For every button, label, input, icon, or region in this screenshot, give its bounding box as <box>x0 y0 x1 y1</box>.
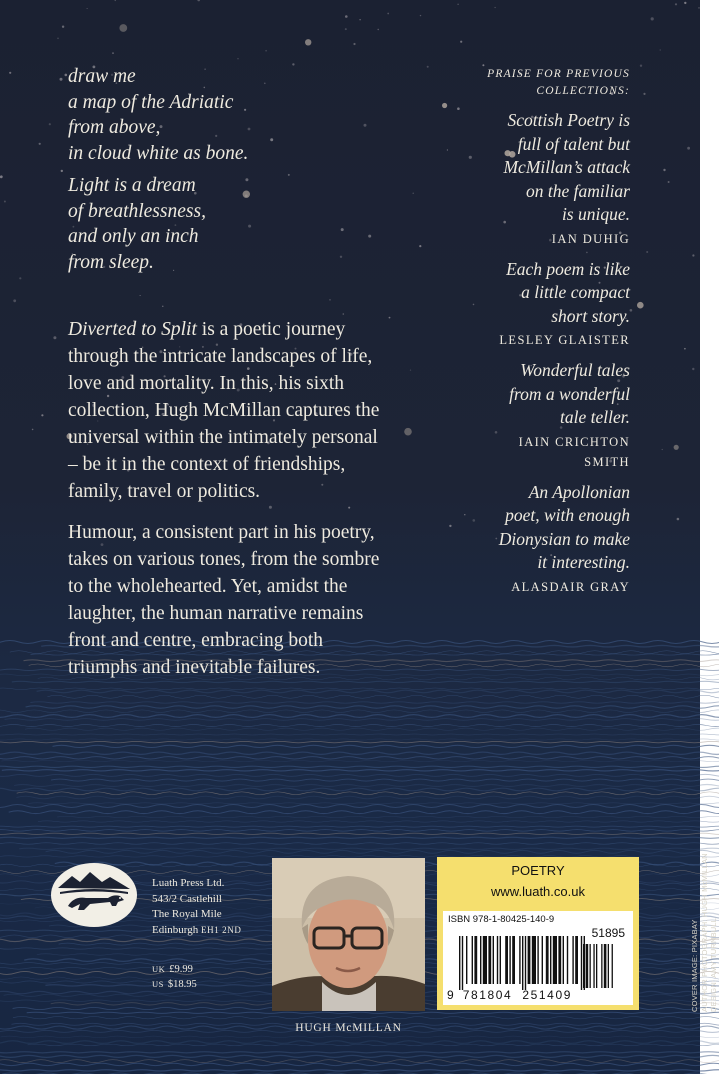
barcode-bars <box>447 928 629 990</box>
quote-line: Scottish Poetry is <box>507 110 630 130</box>
barcode-digit-lead: 9 <box>447 988 454 1002</box>
barcode-addon-bar <box>604 944 607 988</box>
barcode-bar <box>474 936 477 984</box>
author-photo-caption: HUGH McMILLAN <box>295 1022 402 1034</box>
barcode-bar <box>522 936 523 990</box>
star <box>87 8 88 9</box>
blurb-line: family, travel or politics. <box>68 481 261 502</box>
barcode-bar <box>493 936 494 984</box>
wave-line <box>14 785 719 787</box>
blurb-line: front and centre, embracing both <box>68 630 324 651</box>
wave-line <box>30 702 719 703</box>
star <box>692 254 694 256</box>
star <box>660 49 661 50</box>
quote-attribution <box>440 229 630 249</box>
star <box>420 15 421 16</box>
star <box>60 78 63 81</box>
wave-line <box>0 805 719 808</box>
quote-line: McMillan’s attack <box>503 157 630 177</box>
barcode-bar <box>537 936 538 984</box>
barcode-addon-bar <box>612 944 613 988</box>
price-amount: £9.99 <box>169 964 193 975</box>
wave-line <box>0 752 719 754</box>
star <box>348 507 350 509</box>
quote-line: poet, with enough <box>505 505 630 525</box>
blurb-paragraph-2 <box>68 519 438 681</box>
star <box>419 245 421 247</box>
isbn-text: ISBN 978-1-80425-140-9 <box>448 914 555 925</box>
blurb-line: universal within the intimately personal <box>68 427 378 448</box>
blurb-line: Humour, a consistent part in his poetry, <box>68 522 375 543</box>
wave-line <box>0 725 719 727</box>
star <box>269 506 272 509</box>
barcode-bar <box>519 936 520 984</box>
star <box>305 39 311 45</box>
star <box>115 0 116 1</box>
star <box>140 295 141 296</box>
blurb-line: to the wholehearted. Yet, amidst the <box>68 576 348 597</box>
barcode-bar <box>563 936 564 984</box>
blurb-line: – be it in the context of friendships, <box>68 454 346 475</box>
star <box>677 518 680 521</box>
attribution-line: IAN DUHIG <box>551 231 630 246</box>
star <box>698 7 699 8</box>
star <box>668 181 670 183</box>
blurb-line: triumphs and inevitable failures. <box>68 657 321 678</box>
star <box>345 28 347 30</box>
star <box>329 299 330 300</box>
barcode-bar <box>558 936 561 984</box>
praise-quote <box>440 481 630 575</box>
star <box>674 445 679 450</box>
star <box>243 191 250 198</box>
star <box>270 138 273 141</box>
star <box>245 178 248 181</box>
barcode-addon-bar <box>583 944 584 988</box>
praise-heading <box>440 66 630 100</box>
wave-line <box>0 837 719 838</box>
star <box>353 43 355 45</box>
poem-line: draw me <box>68 66 136 87</box>
wave-line <box>0 1055 719 1057</box>
credit-line: COVER IMAGE: PIXABAY <box>690 919 699 1012</box>
wave-line <box>1 760 719 761</box>
barcode-bar <box>466 936 467 984</box>
star <box>640 65 642 67</box>
quote-line: full of talent but <box>517 133 630 154</box>
publisher-address <box>152 876 241 938</box>
barcode-addon-digits: 51895 <box>591 926 625 940</box>
address-line <box>152 923 241 939</box>
wave-line <box>13 1017 719 1019</box>
star <box>112 52 114 54</box>
wave-line <box>2 770 719 771</box>
wave-line <box>0 734 719 735</box>
barcode-bar <box>581 936 582 990</box>
publisher-website: www.luath.co.uk <box>491 884 585 899</box>
wave-line <box>0 788 719 791</box>
quote-attribution <box>440 577 630 597</box>
blurb-text: is a poetic journey <box>196 319 346 340</box>
quote-line: Dionysian to make <box>498 528 630 549</box>
blurb-paragraph-1 <box>68 316 438 505</box>
barcode-bar <box>480 936 481 984</box>
star <box>62 26 64 28</box>
barcode-bar <box>505 936 508 984</box>
star <box>646 251 648 253</box>
star <box>460 41 462 43</box>
praise-column <box>440 66 630 597</box>
wave-line <box>26 706 719 708</box>
address-line: Luath Press Ltd. <box>152 877 225 889</box>
star <box>684 2 686 4</box>
address-line: 543/2 Castlehill <box>152 892 222 905</box>
barcode-bar <box>472 936 473 984</box>
blurb-line: takes on various tones, from the sombre <box>68 549 380 570</box>
star <box>65 74 68 77</box>
wave-line <box>0 688 719 690</box>
barcode-bar <box>532 936 536 984</box>
star <box>387 13 389 15</box>
star <box>197 0 200 1</box>
wave-line <box>17 792 719 795</box>
wave-line <box>0 757 719 759</box>
wave-line <box>38 821 719 822</box>
star <box>427 66 429 68</box>
star <box>663 169 665 171</box>
star <box>378 29 379 30</box>
wave-line <box>0 1060 719 1063</box>
star <box>57 38 59 40</box>
star <box>687 147 690 150</box>
star <box>457 4 458 5</box>
wave-line <box>12 681 719 682</box>
star <box>39 143 41 145</box>
praise-quote <box>440 109 630 227</box>
quote-line: a little compact <box>521 282 630 302</box>
wave-line <box>0 715 719 718</box>
praise-quote <box>440 359 630 430</box>
barcode-bar <box>497 936 498 984</box>
quote-line: is unique. <box>561 204 630 224</box>
barcode-bar <box>488 936 491 984</box>
star <box>288 174 290 176</box>
barcode-digits-left: 781804 <box>462 988 513 1002</box>
credit-line: AUTHOR PHOTOGRAPH: HUGH McMILLAN <box>699 853 709 1012</box>
wave-line <box>0 826 719 827</box>
barcode-bar <box>546 936 549 984</box>
poem-line: from above, <box>68 117 161 138</box>
star <box>162 306 163 307</box>
barcode-addon-bar <box>601 944 602 988</box>
praise-quote <box>440 258 630 329</box>
barcode-bar <box>572 936 573 984</box>
luath-press-logo <box>50 862 138 928</box>
quote-line: on the familiar <box>525 180 630 201</box>
star <box>265 50 267 52</box>
wave-line <box>0 843 719 845</box>
star <box>413 193 414 194</box>
wave-line <box>0 710 719 713</box>
barcode-bar <box>528 936 531 984</box>
poem-stanza-2 <box>68 173 206 275</box>
barcode-addon-bar <box>586 944 589 988</box>
barcode-bar <box>553 936 557 984</box>
star <box>662 449 663 450</box>
price-currency: US <box>152 979 164 989</box>
poem-line: from sleep. <box>68 251 154 273</box>
attribution-line: LESLEY GLAISTER <box>499 333 630 347</box>
star <box>341 228 344 231</box>
barcode-bar <box>567 936 568 984</box>
barcode-addon-bar <box>596 944 597 988</box>
quote-line: Each poem is like <box>506 258 630 279</box>
book-title: Diverted to Split <box>68 319 197 340</box>
wave-line <box>19 848 719 849</box>
barcode-bar <box>509 936 510 984</box>
star <box>340 256 342 258</box>
star <box>292 63 294 65</box>
barcode-addon-bar <box>608 944 609 988</box>
barcode-bar <box>542 936 543 984</box>
wave-line <box>5 719 719 721</box>
star <box>248 225 251 228</box>
wave-line <box>28 803 719 804</box>
barcode-bar <box>483 936 487 984</box>
wave-line <box>0 1041 719 1044</box>
wave-line <box>0 1070 719 1071</box>
blurb-line: through the intricate landscapes of life, <box>68 346 373 367</box>
star <box>237 58 238 59</box>
star <box>684 348 686 350</box>
star <box>345 15 348 18</box>
isbn-barcode <box>443 911 633 1005</box>
wave-line <box>0 833 719 834</box>
star <box>0 175 3 178</box>
star <box>637 302 644 309</box>
barcode-digits-right: 251409 <box>522 988 572 1002</box>
wave-line <box>0 739 719 740</box>
star <box>643 93 645 95</box>
wave-line <box>16 796 719 799</box>
barcode-bar <box>462 936 463 990</box>
wave-line <box>37 690 719 693</box>
credit-line: DESIGN: AMY TURNBULL <box>709 917 718 1012</box>
quote-attribution <box>440 432 630 472</box>
star <box>4 201 6 203</box>
star <box>49 123 51 125</box>
star <box>343 313 345 315</box>
poem-line: in cloud white as bone. <box>68 142 249 164</box>
wave-line <box>57 816 719 817</box>
blurb-line: love and mortality. In this, his sixth <box>68 373 345 394</box>
barcode-digits <box>447 988 633 1002</box>
poem-line: a map of the Adriatic <box>68 91 234 113</box>
wave-line <box>0 1063 719 1065</box>
quote-line: short story. <box>551 305 630 326</box>
poem-line: and only an inch <box>68 226 199 247</box>
star <box>675 3 677 5</box>
wave-line <box>51 779 719 781</box>
star <box>61 170 63 172</box>
barcode-panel <box>437 857 639 1010</box>
genre-label: POETRY <box>511 863 565 878</box>
poem-stanza-1 <box>68 64 248 166</box>
star <box>32 429 34 431</box>
barcode-bar <box>575 936 578 984</box>
barcode-bar <box>525 936 526 990</box>
wave-line <box>25 728 719 730</box>
poem-line: of breathlessness, <box>68 200 206 222</box>
attribution-line: ALASDAIR GRAY <box>511 579 630 594</box>
wave-line <box>0 1052 719 1053</box>
wave-line <box>0 830 719 832</box>
star <box>692 368 694 370</box>
star <box>364 124 367 127</box>
star <box>368 235 371 238</box>
quote-line: it interesting. <box>537 552 630 572</box>
praise-heading-line: COLLECTIONS: <box>536 85 630 97</box>
barcode-bar <box>500 936 501 984</box>
quote-line: from a wonderful <box>509 383 630 404</box>
star <box>264 83 266 85</box>
star <box>19 277 21 279</box>
author-photo <box>272 858 425 1011</box>
postcode: EH1 2ND <box>201 924 242 935</box>
quote-line: Wonderful tales <box>520 360 630 380</box>
star <box>9 72 11 74</box>
prices <box>152 962 197 992</box>
quote-attribution <box>440 330 630 350</box>
cover-credits <box>690 853 719 1012</box>
wave-line <box>27 1012 719 1013</box>
price-amount: $18.95 <box>167 979 197 990</box>
star <box>41 414 43 416</box>
price-row <box>152 962 197 977</box>
address-line: The Royal Mile <box>152 908 222 920</box>
wave-line <box>53 745 719 747</box>
star <box>651 17 654 20</box>
barcode-bar <box>459 936 460 990</box>
wave-line <box>0 741 719 742</box>
praise-heading-line: PRAISE FOR PREVIOUS <box>487 68 630 80</box>
wave-line <box>0 774 719 776</box>
barcode-bar <box>512 936 515 984</box>
wave-line <box>0 766 719 767</box>
attribution-line: SMITH <box>584 454 630 469</box>
barcode-addon-bar <box>593 944 594 988</box>
wave-line <box>1 1036 719 1038</box>
wave-line <box>46 850 719 853</box>
blurb-line: laughter, the human narrative remains <box>68 603 364 624</box>
wave-line <box>47 695 719 698</box>
star <box>495 7 496 8</box>
attribution-line: IAIN CRICHTON <box>518 434 630 449</box>
star <box>119 24 127 32</box>
price-row <box>152 977 197 992</box>
blurb-line <box>68 316 438 343</box>
price-currency: UK <box>152 964 166 974</box>
blurb-line: collection, Hugh McMillan captures the <box>68 400 380 421</box>
quote-line: An Apollonian <box>528 481 630 502</box>
star <box>13 299 16 302</box>
barcode-bar <box>550 936 551 984</box>
barcode-addon-bar <box>590 944 591 988</box>
wave-line <box>9 811 719 814</box>
city: Edinburgh <box>152 923 199 936</box>
quote-line: tale teller. <box>560 407 630 427</box>
star <box>53 336 56 339</box>
poem-line: Light is a dream <box>68 175 196 196</box>
star <box>359 19 360 20</box>
wave-line <box>28 1044 719 1046</box>
